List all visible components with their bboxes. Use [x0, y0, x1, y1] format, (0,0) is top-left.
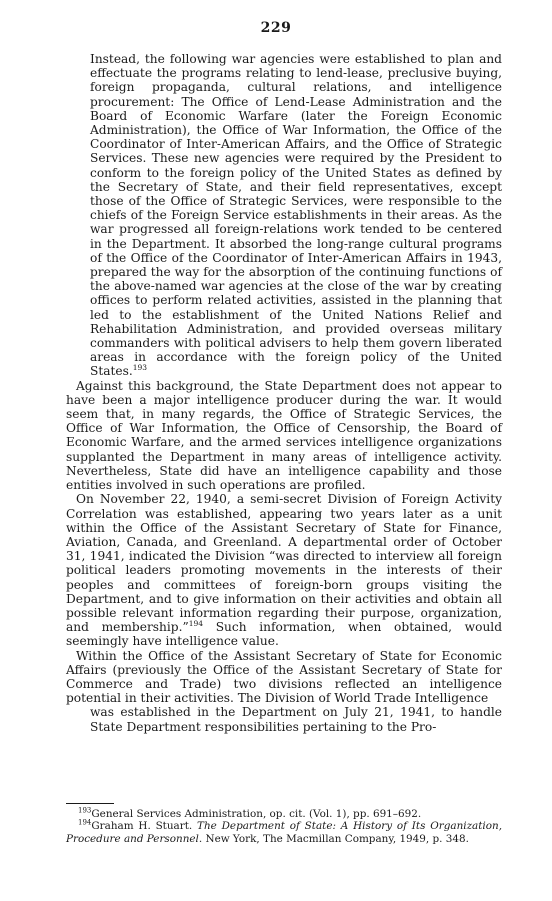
- footnote-number: 193: [78, 806, 92, 815]
- footnote-194: [66, 820, 502, 845]
- paragraph-text-continued: Such information, when obtained, would seemingly have intelligence value.: [66, 620, 502, 649]
- paragraph-world-trade-intelligence: was established in the Department on July 21, 1941, to handle State Department responsibilities pertaining to the Pro-: [90, 705, 502, 734]
- footnote-number: 194: [78, 818, 92, 827]
- footnote-text: General Services Administration, op. cit. (Vol. 1), pp. 691–692.: [91, 808, 422, 820]
- paragraph-war-agencies: [90, 52, 502, 379]
- footnote-publisher: New York, The Macmillan Company, 1949, p. 348.: [202, 832, 469, 845]
- footnote-reference: 194: [188, 619, 204, 629]
- paragraph-background: Against this background, the State Department does not appear to have been a major intelligence producer during the war. It would seem that, in many regards, the Office of Strategic Services, the Office of War Information, the Office of Censorship, the Board of Economic Warfare, and the armed services intelligence organizations supplanted the Department in many areas of intelligence activity. Nevertheless, State did have an intelligence capability and those entities involved in such operations are profiled.: [66, 378, 502, 493]
- footnote-divider: [66, 803, 114, 804]
- page-number: 229: [260, 20, 292, 36]
- body-text: [66, 52, 502, 734]
- paragraph-text: Instead, the following war agencies were established to plan and effectuate the programs relating to lend-lease, preclusive buying, foreign propaganda, cultural relations, and intelligence procurement: The Office of Lend-Lease Administration and the Board of Economic Warfare (later the Foreign Economic Administration), the Office of War Information, the Office of the Coordinator of Inter-American Affairs, and the Office of Strategic Services. These new agencies were required by the President to conform to the foreign policy of the United States as defined by the Secretary of State, and their field representatives, except those of the Office of Strategic Services, were responsible to the chiefs of the Foreign Service establishments in their areas. As the war progressed all foreign-relations work tended to be centered in the Department. It absorbed the long-range cultural programs of the Office of the Coordinator of Inter-American Affairs in 1943, prepared the way for the absorption of the continuing functions of the above-named war agencies at the close of the war by creating offices to perform related activities, assisted in the planning that led to the establishment of the United Nations Relief and Rehabilitation Administration, and provided overseas military commanders with political advisers to help them govern liberated areas in accordance with the foreign policy of the United States.: [90, 52, 502, 379]
- paragraph-text: On November 22, 1940, a semi-secret Division of Foreign Activity Correlation was established, appearing two years later as a unit within the Office of the Assistant Secretary of State for Finance, Aviation, Canada, and Greenland. A departmental order of October 31, 1941, indicated the Division “was directed to interview all foreign political leaders promoting movements in the interests of their peoples and committees of foreign-born groups visiting the Department, and to give information on their activities and obtain all possible relevant information regarding their purpose, organization, and membership.”: [66, 492, 502, 635]
- paragraph-economic-affairs: Within the Office of the Assistant Secretary of State for Economic Affairs (previously the Office of the Assistant Secretary of State for Commerce and Trade) two divisions reflected an intelligence potential in their activities. The Division of World Trade Intelligence: [66, 648, 502, 706]
- footnote-193: [66, 808, 502, 820]
- footnotes: [66, 808, 502, 845]
- footnote-author: Graham H. Stuart.: [91, 820, 198, 833]
- footnote-reference: 193: [132, 363, 148, 373]
- footnote-book-title: The Department of State: A History of Its Organization, Procedure and Personnel.: [66, 820, 503, 845]
- paragraph-foreign-activity-correlation: [66, 492, 502, 648]
